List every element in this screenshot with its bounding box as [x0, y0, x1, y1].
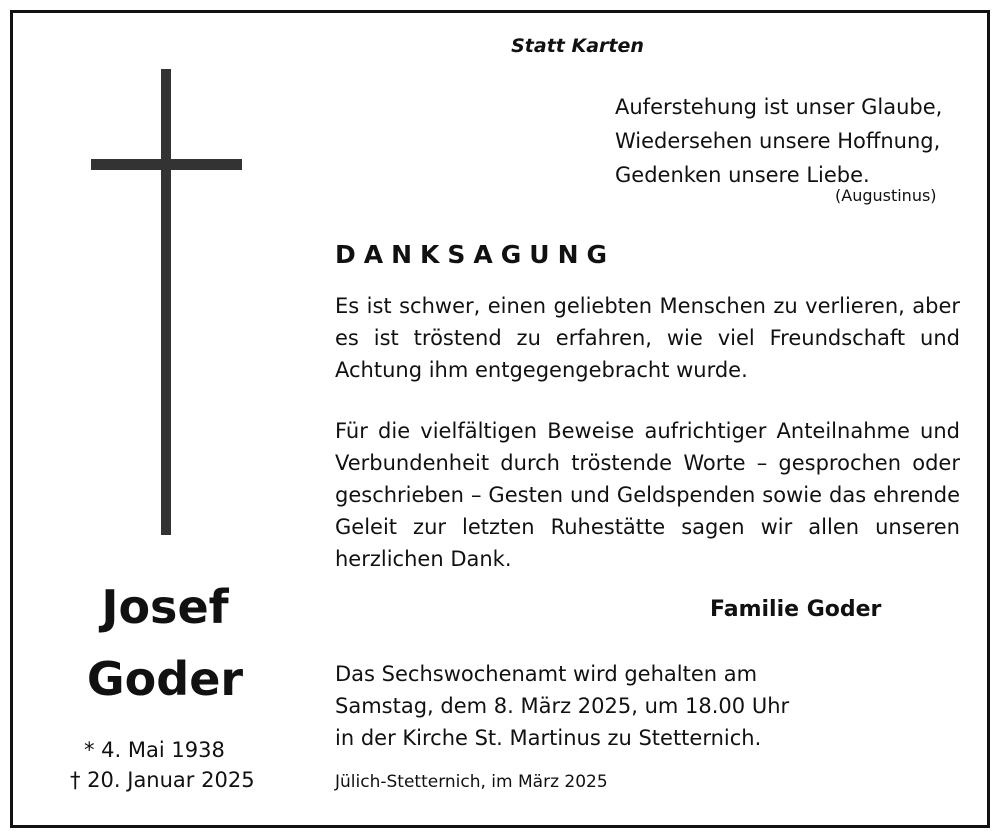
quote-line: Gedenken unsere Liebe.	[615, 163, 870, 187]
paragraph-1: Es ist schwer, einen geliebten Menschen zu verlieren, aber es ist tröstend zu erfahren, wie viel Freundschaft und Achtung ihm entgegengebracht wurde.	[335, 294, 960, 382]
quote-line: Wiedersehen unsere Hoffnung,	[615, 129, 941, 153]
service-info	[335, 658, 805, 754]
death-date: † 20. Januar 2025	[70, 768, 255, 792]
deceased-last-name: Goder	[86, 652, 244, 706]
deceased-first-name: Josef	[101, 580, 229, 634]
header-statt-karten: Statt Karten	[511, 35, 644, 57]
quote-source: (Augustinus)	[835, 186, 937, 205]
paragraph-2: Für die vielfältigen Beweise aufrichtiger Anteilnahme und Verbundenheit durch tröstende Worte – gesprochen oder geschrieben – Gesten und Geldspenden sowie das ehrende Geleit zur letzten Ruhestätte sagen wir allen unseren herzlichen Dank.	[335, 419, 960, 571]
notice-title: DANKSAGUNG	[335, 240, 616, 269]
service-line: Das Sechswochenamt wird gehalten am	[335, 662, 758, 686]
service-line: Samstag, dem 8. März 2025, um 18.00 Uhr	[335, 694, 790, 718]
place-date: Jülich-Stetternich, im März 2025	[335, 772, 608, 792]
birth-date: * 4. Mai 1938	[84, 738, 225, 762]
signature: Familie Goder	[710, 597, 882, 622]
quote-line: Auferstehung ist unser Glaube,	[615, 95, 943, 119]
cross-vertical-bar	[161, 69, 171, 535]
cross-horizontal-bar	[91, 159, 242, 170]
service-line: in der Kirche St. Martinus zu Stetternich.	[335, 726, 762, 750]
quote	[615, 90, 942, 192]
